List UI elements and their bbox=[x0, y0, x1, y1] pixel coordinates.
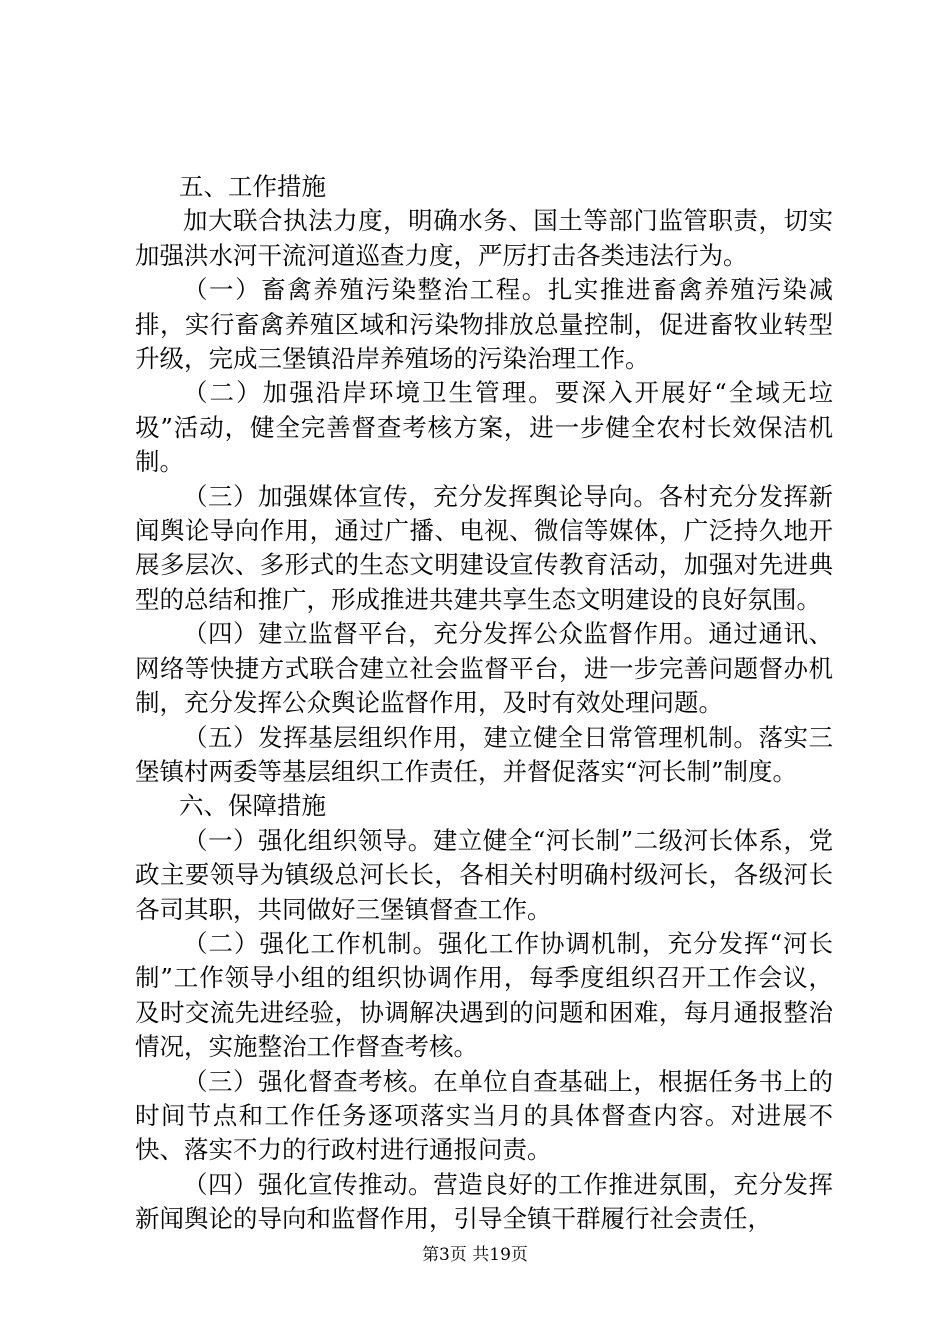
paragraph-item-5-3: （三）加强媒体宣传，充分发挥舆论导向。各村充分发挥新闻舆论导向作用，通过广播、电视、微信等媒体，广泛持久地开展多层次、多形式的生态文明建设宣传教育活动，加强对先进典型的总结和推广，形成推进共建共享生态文明建设的良好氛围。 bbox=[135, 481, 833, 614]
document-body bbox=[135, 170, 833, 1237]
paragraph-item-6-3: （三）强化督查考核。在单位自查基础上，根据任务书上的时间节点和工作任务逐项落实当月的具体督查内容。对进展不快、落实不力的行政村进行通报问责。 bbox=[135, 1066, 833, 1165]
paragraph-item-5-4: （四）建立监督平台，充分发挥公众监督作用。通过通讯、网络等快捷方式联合建立社会监督平台，进一步完善问题督办机制，充分发挥公众舆论监督作用，及时有效处理问题。 bbox=[135, 619, 833, 718]
paragraph-item-5-5: （五）发挥基层组织作用，建立健全日常管理机制。落实三堡镇村两委等基层组织工作责任，并督促落实“河长制”制度。 bbox=[135, 722, 833, 786]
paragraph-item-6-4: （四）强化宣传推动。营造良好的工作推进氛围，充分发挥新闻舆论的导向和监督作用，引导全镇干群履行社会责任， bbox=[135, 1169, 833, 1234]
section-heading-6: 六、保障措施 bbox=[179, 791, 326, 821]
paragraph-item-5-2: （二）加强沿岸环境卫生管理。要深入开展好“全域无垃圾”活动，健全完善督查考核方案，进一步健全农村长效保洁机制。 bbox=[135, 378, 833, 477]
page-footer bbox=[0, 1244, 950, 1266]
section-heading-5: 五、工作措施 bbox=[179, 172, 326, 201]
paragraph-item-6-1: （一）强化组织领导。建立健全“河长制”二级河长体系，党政主要领导为镇级总河长长，各相关村明确村级河长，各级河长各司其职，共同做好三堡镇督查工作。 bbox=[135, 825, 833, 924]
paragraph-item-5-1: （一）畜禽养殖污染整治工程。扎实推进畜禽养殖污染减排，实行畜禽养殖区域和污染物排放总量控制，促进畜牧业转型升级，完成三堡镇沿岸养殖场的污染治理工作。 bbox=[135, 275, 833, 374]
paragraph-intro: 加大联合执法力度，明确水务、国土等部门监管职责，切实加强洪水河干流河道巡查力度，严厉打击各类违法行为。 bbox=[135, 206, 833, 270]
page-number-label: 第3页 共19页 bbox=[422, 1245, 528, 1265]
paragraph-item-6-2: （二）强化工作机制。强化工作协调机制，充分发挥“河长制”工作领导小组的组织协调作用，每季度组织召开工作会议，及时交流先进经验，协调解决遇到的问题和困难，每月通报整治情况，实施整治工作督查考核。 bbox=[135, 928, 833, 1062]
